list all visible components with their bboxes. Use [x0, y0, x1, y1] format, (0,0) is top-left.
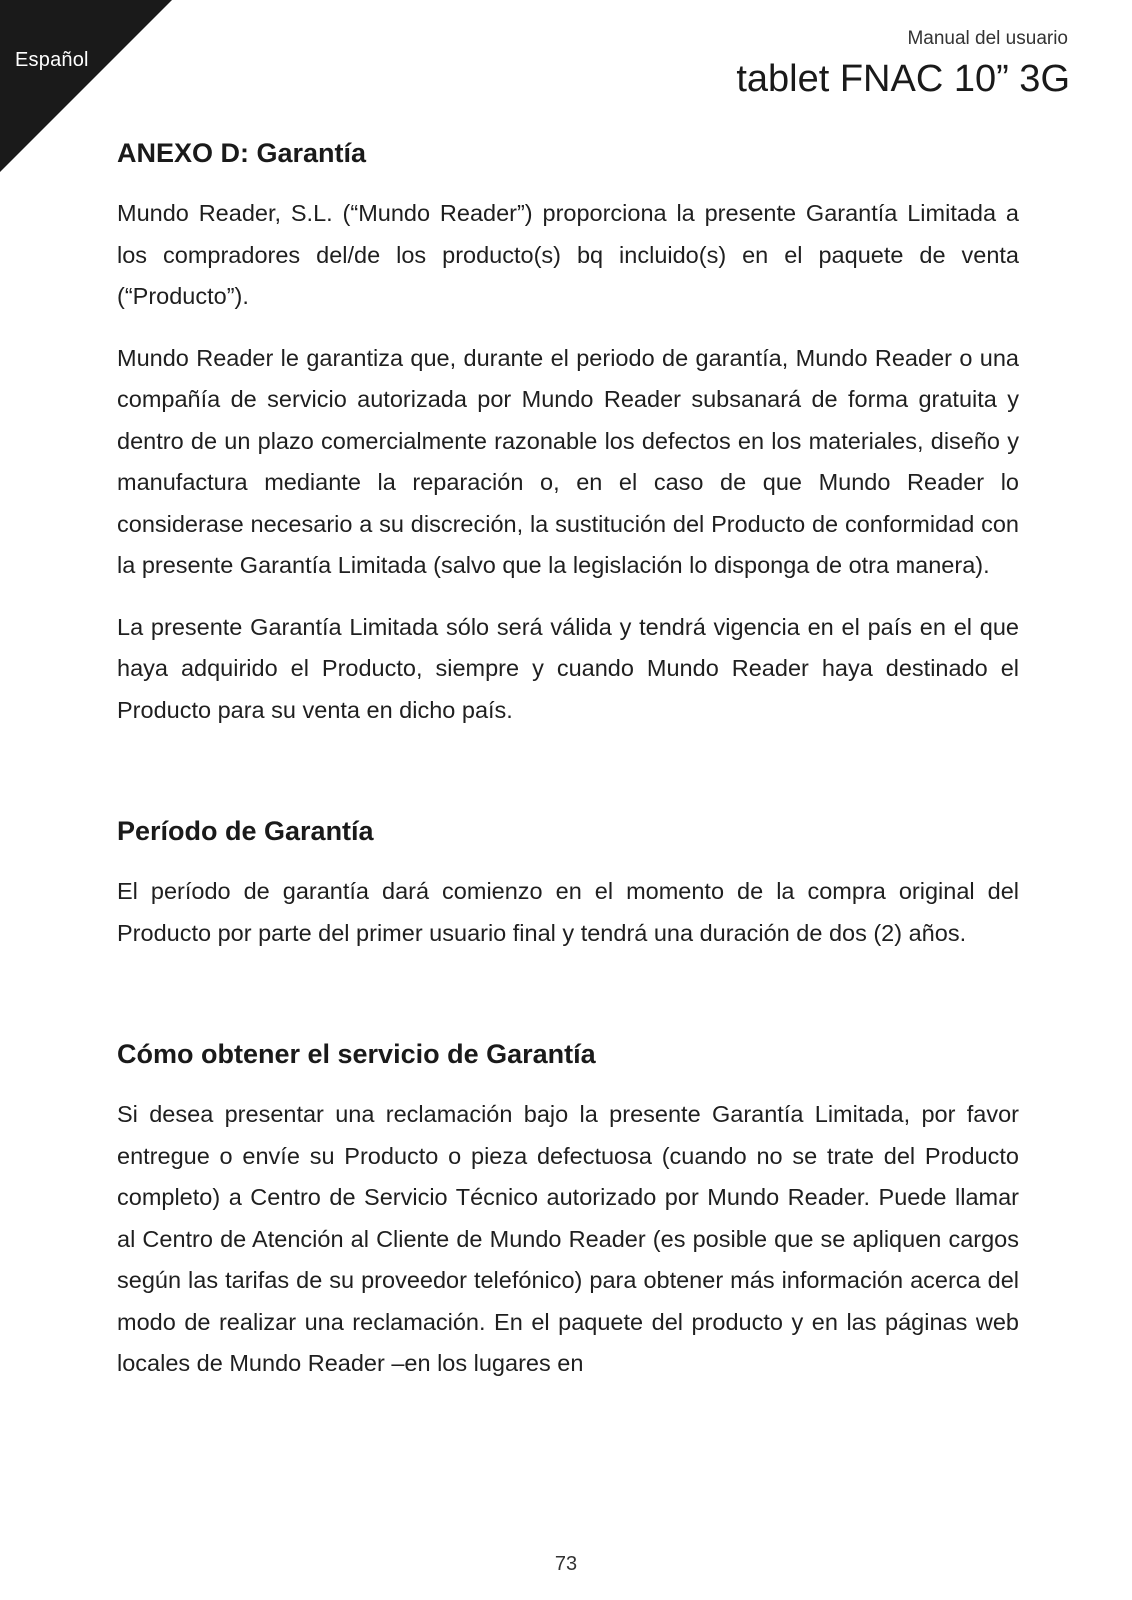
section-heading: ANEXO D: Garantía — [117, 138, 367, 168]
document-body — [117, 138, 1019, 1405]
product-title: tablet FNAC 10” 3G — [736, 58, 1070, 100]
section-spacer — [117, 751, 1019, 816]
section-heading: Cómo obtener el servicio de Garantía — [117, 1039, 596, 1069]
section-anexo-d — [117, 138, 1019, 731]
section-obtener-servicio — [117, 1039, 1019, 1385]
paragraph: Mundo Reader, S.L. (“Mundo Reader”) proporciona la presente Garantía Limitada a los compradores del/de los producto(s) bq incluido(s) en el paquete de venta (“Producto”). — [117, 200, 1019, 309]
paragraph: La presente Garantía Limitada sólo será válida y tendrá vigencia en el país en el que haya adquirido el Producto, siempre y cuando Mundo Reader haya destinado el Producto para su venta en dicho país. — [117, 613, 1019, 723]
paragraph: Mundo Reader le garantiza que, durante el periodo de garantía, Mundo Reader o una compañía de servicio autorizada por Mundo Reader subsanará de forma gratuita y dentro de un plazo comercialmente razonable los defectos en los materiales, diseño y manufactura mediante la reparación o, en el caso de que Mundo Reader lo considerase necesario a su discreción, la sustitución del Producto de conformidad con la presente Garantía Limitada (salvo que la legislación lo disponga de otra manera). — [117, 344, 1019, 578]
section-periodo-garantia — [117, 816, 1019, 954]
section-heading: Período de Garantía — [117, 816, 374, 846]
language-label: Español — [15, 49, 89, 71]
paragraph: Si desea presentar una reclamación bajo la presente Garantía Limitada, por favor entregue o envíe su Producto o pieza defectuosa (cuando no se trate del Producto completo) a Centro de Servicio Técnico autorizado por Mundo Reader. Puede llamar al Centro de Atención al Cliente de Mundo Reader (es posible que se apliquen cargos según las tarifas de su proveedor telefónico) para obtener más información acerca del modo de realizar una reclamación. En el paquete del producto y en las páginas web locales de Mundo Reader –en los lugares en — [117, 1101, 1019, 1376]
section-spacer — [117, 974, 1019, 1039]
paragraph: El período de garantía dará comienzo en el momento de la compra original del Producto por parte del primer usuario final y tendrá una duración de dos (2) años. — [117, 878, 1019, 946]
page-number: 73 — [554, 1553, 578, 1575]
manual-label: Manual del usuario — [907, 28, 1068, 49]
